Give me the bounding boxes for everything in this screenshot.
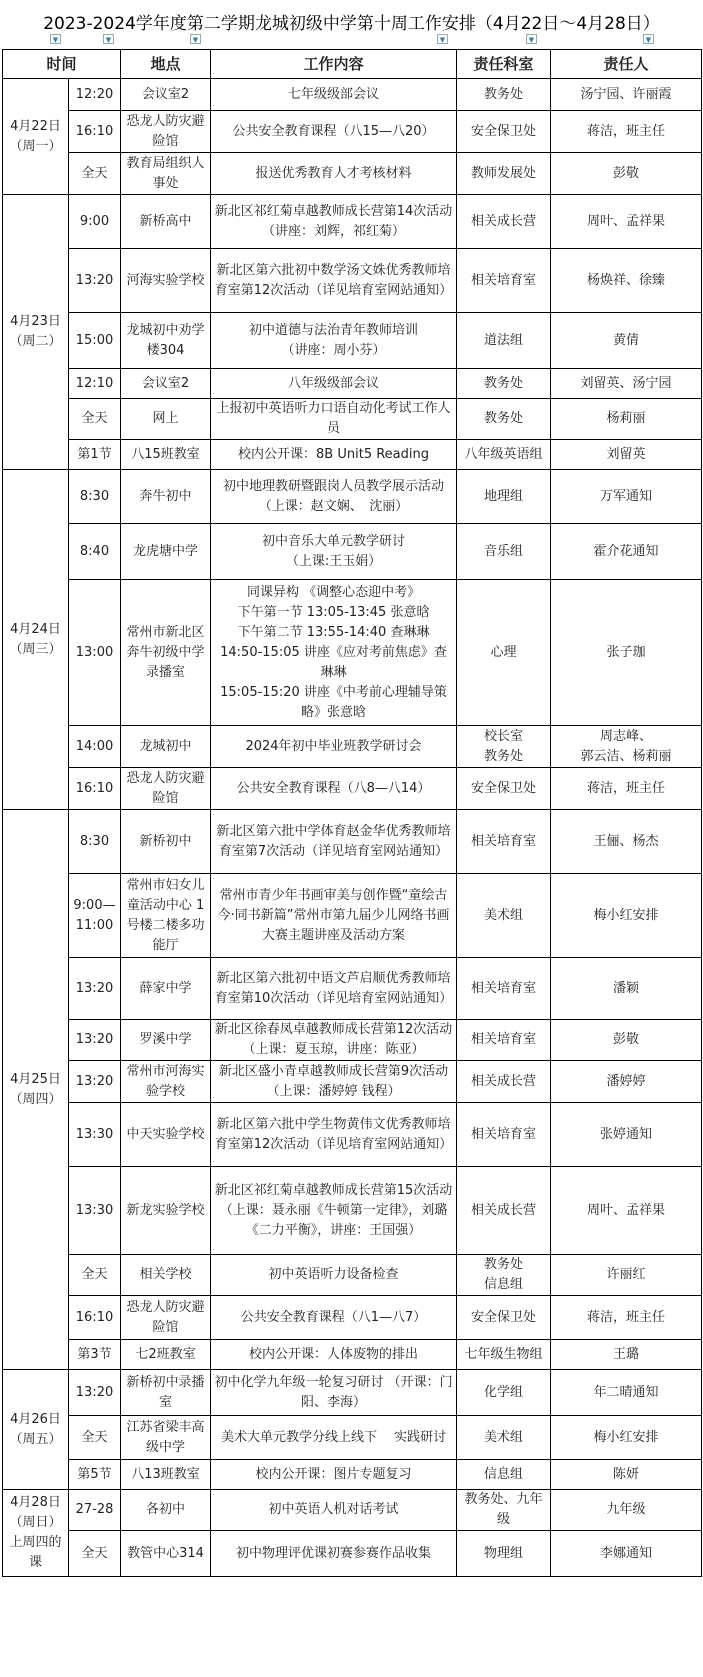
date-cell[interactable]: 4月28日 （周日） 上周四的课 [3, 1490, 69, 1577]
schedule-table [2, 49, 702, 1577]
header-person[interactable]: 责任人 [551, 50, 702, 79]
schedule-body [3, 79, 702, 1577]
place-cell[interactable]: 教育局组织人事处 [121, 153, 211, 195]
filter-dropdown-icon[interactable]: ▼ [190, 34, 201, 44]
time-cell[interactable]: 9:00— 11:00 [69, 874, 121, 958]
person-cell[interactable]: 王璐 [551, 1340, 702, 1370]
person-cell[interactable]: 霍介花通知 [551, 524, 702, 580]
person-cell[interactable]: 张婷通知 [551, 1103, 702, 1167]
office-cell[interactable]: 地理组 [457, 470, 551, 524]
header-content[interactable]: 工作内容 [211, 50, 457, 79]
place-cell[interactable]: 新桥高中 [121, 195, 211, 249]
place-cell[interactable]: 各初中 [121, 1490, 211, 1531]
table-row [3, 1296, 702, 1340]
time-cell[interactable]: 12:10 [69, 369, 121, 399]
time-cell[interactable]: 13:20 [69, 1370, 121, 1416]
date-cell[interactable]: 4月22日 （周一） [3, 79, 69, 195]
time-cell[interactable]: 全天 [69, 399, 121, 440]
person-cell[interactable]: 杨莉丽 [551, 399, 702, 440]
place-cell[interactable]: 恐龙人防灾避险馆 [121, 768, 211, 810]
time-cell[interactable]: 全天 [69, 1255, 121, 1296]
place-cell[interactable]: 网上 [121, 399, 211, 440]
table-row [3, 958, 702, 1020]
content-cell[interactable]: 2024年初中毕业班教学研讨会 [211, 726, 457, 768]
office-cell[interactable]: 安全保卫处 [457, 1296, 551, 1340]
place-cell[interactable]: 新桥初中录播室 [121, 1370, 211, 1416]
place-cell[interactable]: 罗溪中学 [121, 1020, 211, 1061]
table-row [3, 1460, 702, 1490]
office-cell[interactable]: 校长室 教务处 [457, 726, 551, 768]
office-cell[interactable]: 心理 [457, 580, 551, 726]
place-cell[interactable]: 新桥初中 [121, 810, 211, 874]
person-cell[interactable]: 万军通知 [551, 470, 702, 524]
office-cell[interactable]: 道法组 [457, 313, 551, 369]
content-cell[interactable]: 八年级级部会议 [211, 369, 457, 399]
content-cell[interactable]: 校内公开课：8B Unit5 Reading [211, 440, 457, 470]
date-cell[interactable]: 4月23日 （周二） [3, 195, 69, 470]
table-row [3, 1340, 702, 1370]
person-cell[interactable]: 黄倩 [551, 313, 702, 369]
date-cell[interactable]: 4月25日 （周四） [3, 810, 69, 1370]
time-cell[interactable]: 13:20 [69, 1061, 121, 1103]
place-cell[interactable]: 奔牛初中 [121, 470, 211, 524]
content-cell[interactable]: 新北区第六批初中数学汤文姝优秀教师培育室第12次活动（详见培育室网站通知） [211, 249, 457, 313]
office-cell[interactable]: 教务处 信息组 [457, 1255, 551, 1296]
table-row [3, 249, 702, 313]
time-cell[interactable]: 15:00 [69, 313, 121, 369]
time-cell[interactable]: 13:20 [69, 1020, 121, 1061]
office-cell[interactable]: 八年级英语组 [457, 440, 551, 470]
office-cell[interactable]: 教务处 [457, 369, 551, 399]
content-cell[interactable]: 常州市青少年书画审美与创作暨“童绘古今·同书新篇”常州市第九届少儿网络书画大赛主题讲座及活动方案 [211, 874, 457, 958]
place-cell[interactable]: 龙城初中 [121, 726, 211, 768]
table-row [3, 580, 702, 726]
table-row [3, 1061, 702, 1103]
table-row [3, 1490, 702, 1531]
filter-dropdown-icon[interactable]: ▼ [50, 34, 61, 44]
table-row [3, 440, 702, 470]
time-cell[interactable]: 8:30 [69, 470, 121, 524]
time-cell[interactable]: 14:00 [69, 726, 121, 768]
table-row [3, 524, 702, 580]
content-cell[interactable]: 新北区第六批中学体育赵金华优秀教师培育室第7次活动（详见培育室网站通知） [211, 810, 457, 874]
person-cell[interactable]: 刘留英 [551, 440, 702, 470]
time-cell[interactable]: 全天 [69, 1416, 121, 1460]
office-cell[interactable]: 教务处 [457, 79, 551, 111]
office-cell[interactable]: 美术组 [457, 874, 551, 958]
person-cell[interactable]: 潘颖 [551, 958, 702, 1020]
header-time[interactable]: 时间 [3, 50, 121, 79]
place-cell[interactable]: 八15班教室 [121, 440, 211, 470]
office-cell[interactable]: 化学组 [457, 1370, 551, 1416]
time-cell[interactable]: 8:40 [69, 524, 121, 580]
header-office[interactable]: 责任科室 [457, 50, 551, 79]
person-cell[interactable]: 陈妍 [551, 1460, 702, 1490]
content-cell[interactable]: 公共安全教育课程（八15—八20） [211, 111, 457, 153]
time-cell[interactable]: 13:30 [69, 1103, 121, 1167]
content-cell[interactable]: 初中音乐大单元教学研讨 （上课:王玉娟） [211, 524, 457, 580]
content-cell[interactable]: 初中道德与法治青年教师培训 （讲座：周小芬） [211, 313, 457, 369]
person-cell[interactable]: 蒋洁，班主任 [551, 1296, 702, 1340]
person-cell[interactable]: 刘留英、汤宁园 [551, 369, 702, 399]
content-cell[interactable]: 初中物理评优课初赛参赛作品收集 [211, 1531, 457, 1577]
place-cell[interactable]: 常州市妇女儿童活动中心 1 号楼二楼多功能厅 [121, 874, 211, 958]
content-cell[interactable]: 新北区徐春凤卓越教师成长营第12次活动（上课：夏玉琼，讲座：陈亚） [211, 1020, 457, 1061]
table-row [3, 726, 702, 768]
table-row [3, 1370, 702, 1416]
time-cell[interactable]: 9:00 [69, 195, 121, 249]
date-cell[interactable]: 4月24日 （周三） [3, 470, 69, 810]
office-cell[interactable]: 物理组 [457, 1531, 551, 1577]
person-cell[interactable]: 彭敬 [551, 1020, 702, 1061]
person-cell[interactable]: 周叶、孟祥果 [551, 195, 702, 249]
place-cell[interactable]: 河海实验学校 [121, 249, 211, 313]
content-cell[interactable]: 公共安全教育课程（八1—八7） [211, 1296, 457, 1340]
place-cell[interactable]: 常州市新北区奔牛初级中学录播室 [121, 580, 211, 726]
office-cell[interactable]: 相关培育室 [457, 249, 551, 313]
header-row [3, 50, 702, 79]
place-cell[interactable]: 常州市河海实验学校 [121, 1061, 211, 1103]
header-place[interactable]: 地点 [121, 50, 211, 79]
time-cell[interactable]: 13:20 [69, 249, 121, 313]
office-cell[interactable]: 相关成长营 [457, 1167, 551, 1255]
filter-row [0, 32, 703, 46]
office-cell[interactable]: 教师发展处 [457, 153, 551, 195]
filter-dropdown-icon[interactable]: ▼ [643, 34, 654, 44]
office-cell[interactable]: 教务处 [457, 399, 551, 440]
content-cell[interactable]: 初中英语人机对话考试 [211, 1490, 457, 1531]
office-cell[interactable]: 相关培育室 [457, 1020, 551, 1061]
content-cell[interactable]: 校内公开课：人体废物的排出 [211, 1340, 457, 1370]
content-cell[interactable]: 上报初中英语听力口语自动化考试工作人员 [211, 399, 457, 440]
time-cell[interactable]: 13:20 [69, 958, 121, 1020]
office-cell[interactable]: 相关培育室 [457, 1103, 551, 1167]
content-cell[interactable]: 新北区盛小青卓越教师成长营第9次活动（上课：潘婷婷 钱程） [211, 1061, 457, 1103]
place-cell[interactable]: 龙城初中劝学楼304 [121, 313, 211, 369]
office-cell[interactable]: 音乐组 [457, 524, 551, 580]
place-cell[interactable]: 新龙实验学校 [121, 1167, 211, 1255]
time-cell[interactable]: 8:30 [69, 810, 121, 874]
table-row [3, 768, 702, 810]
office-cell[interactable]: 信息组 [457, 1460, 551, 1490]
time-cell[interactable]: 16:10 [69, 768, 121, 810]
table-row [3, 874, 702, 958]
table-row [3, 1416, 702, 1460]
table-row [3, 195, 702, 249]
place-cell[interactable]: 龙虎塘中学 [121, 524, 211, 580]
person-cell[interactable]: 汤宁园、许丽霞 [551, 79, 702, 111]
person-cell[interactable]: 李娜通知 [551, 1531, 702, 1577]
content-cell[interactable]: 初中地理教研暨跟岗人员教学展示活动（上课：赵文娴、 沈丽） [211, 470, 457, 524]
office-cell[interactable]: 教务处、九年级 [457, 1490, 551, 1531]
date-cell[interactable]: 4月26日 （周五） [3, 1370, 69, 1490]
place-cell[interactable]: 江苏省梁丰高级中学 [121, 1416, 211, 1460]
person-cell[interactable]: 梅小红安排 [551, 874, 702, 958]
person-cell[interactable]: 周叶、孟祥果 [551, 1167, 702, 1255]
table-row [3, 153, 702, 195]
content-cell[interactable]: 初中化学九年级一轮复习研讨 （开课：门阳、李海） [211, 1370, 457, 1416]
sheet-title: 2023-2024学年度第二学期龙城初级中学第十周工作安排（4月22日～4月28日） [43, 14, 660, 34]
person-cell[interactable]: 彭敬 [551, 153, 702, 195]
table-row [3, 470, 702, 524]
content-cell[interactable]: 新北区第六批初中语文芦启顺优秀教师培育室第10次活动（详见培育室网站通知） [211, 958, 457, 1020]
table-row [3, 399, 702, 440]
time-cell[interactable]: 第3节 [69, 1340, 121, 1370]
table-row [3, 810, 702, 874]
time-cell[interactable]: 13:00 [69, 580, 121, 726]
content-cell[interactable]: 新北区祁红菊卓越教师成长营第14次活动（讲座：刘辉，祁红菊） [211, 195, 457, 249]
office-cell[interactable]: 相关成长营 [457, 1061, 551, 1103]
person-cell[interactable]: 梅小红安排 [551, 1416, 702, 1460]
table-row [3, 1531, 702, 1577]
content-cell[interactable]: 初中英语听力设备检查 [211, 1255, 457, 1296]
place-cell[interactable]: 恐龙人防灾避险馆 [121, 1296, 211, 1340]
time-cell[interactable]: 第5节 [69, 1460, 121, 1490]
time-cell[interactable]: 16:10 [69, 1296, 121, 1340]
place-cell[interactable]: 七2班教室 [121, 1340, 211, 1370]
content-cell[interactable]: 同课异构 《调整心态迎中考》 下午第一节 13:05-13:45 张意晗 下午第二节 13:55-14:40 查琳琳 14:50-15:05 讲座《应对考前焦虑》查琳琳 15:05-15:20 讲座《中考前心理辅导策略》张意晗 [211, 580, 457, 726]
place-cell[interactable]: 相关学校 [121, 1255, 211, 1296]
person-cell[interactable]: 蒋洁，班主任 [551, 768, 702, 810]
office-cell[interactable]: 相关成长营 [457, 195, 551, 249]
office-cell[interactable]: 安全保卫处 [457, 111, 551, 153]
table-row [3, 111, 702, 153]
time-cell[interactable]: 全天 [69, 153, 121, 195]
place-cell[interactable]: 薛家中学 [121, 958, 211, 1020]
person-cell[interactable]: 王俪、杨杰 [551, 810, 702, 874]
content-cell[interactable]: 美术大单元教学分线上线下 实践研讨 [211, 1416, 457, 1460]
person-cell[interactable]: 杨焕祥、徐臻 [551, 249, 702, 313]
time-cell[interactable]: 16:10 [69, 111, 121, 153]
place-cell[interactable]: 中天实验学校 [121, 1103, 211, 1167]
content-cell[interactable]: 新北区第六批中学生物黄伟文优秀教师培育室第12次活动（详见培育室网站通知） [211, 1103, 457, 1167]
content-cell[interactable]: 新北区祁红菊卓越教师成长营第15次活动（上课：聂永丽《牛顿第一定律》，刘璐《二力平衡》，讲座：王国强） [211, 1167, 457, 1255]
time-cell[interactable]: 13:30 [69, 1167, 121, 1255]
table-row [3, 1103, 702, 1167]
content-cell[interactable]: 报送优秀教育人才考核材料 [211, 153, 457, 195]
office-cell[interactable]: 美术组 [457, 1416, 551, 1460]
table-row [3, 1020, 702, 1061]
table-row [3, 1255, 702, 1296]
table-row [3, 369, 702, 399]
place-cell[interactable]: 会议室2 [121, 369, 211, 399]
time-cell[interactable]: 全天 [69, 1531, 121, 1577]
person-cell[interactable]: 蒋洁，班主任 [551, 111, 702, 153]
office-cell[interactable]: 安全保卫处 [457, 768, 551, 810]
office-cell[interactable]: 相关培育室 [457, 810, 551, 874]
person-cell[interactable]: 周志峰、 郭云洁、杨莉丽 [551, 726, 702, 768]
table-row [3, 1167, 702, 1255]
office-cell[interactable]: 七年级生物组 [457, 1340, 551, 1370]
person-cell[interactable]: 年二晴通知 [551, 1370, 702, 1416]
person-cell[interactable]: 许丽红 [551, 1255, 702, 1296]
content-cell[interactable]: 校内公开课：图片专题复习 [211, 1460, 457, 1490]
time-cell[interactable]: 27-28 [69, 1490, 121, 1531]
place-cell[interactable]: 恐龙人防灾避险馆 [121, 111, 211, 153]
filter-dropdown-icon[interactable]: ▼ [526, 34, 537, 44]
time-cell[interactable]: 12:20 [69, 79, 121, 111]
office-cell[interactable]: 相关培育室 [457, 958, 551, 1020]
person-cell[interactable]: 潘婷婷 [551, 1061, 702, 1103]
table-row [3, 79, 702, 111]
content-cell[interactable]: 七年级级部会议 [211, 79, 457, 111]
table-row [3, 313, 702, 369]
place-cell[interactable]: 会议室2 [121, 79, 211, 111]
content-cell[interactable]: 公共安全教育课程（八8—八14） [211, 768, 457, 810]
filter-dropdown-icon[interactable]: ▼ [437, 34, 448, 44]
place-cell[interactable]: 八13班教室 [121, 1460, 211, 1490]
person-cell[interactable]: 九年级 [551, 1490, 702, 1531]
time-cell[interactable]: 第1节 [69, 440, 121, 470]
filter-dropdown-icon[interactable]: ▼ [103, 34, 114, 44]
place-cell[interactable]: 教管中心314 [121, 1531, 211, 1577]
person-cell[interactable]: 张子珈 [551, 580, 702, 726]
